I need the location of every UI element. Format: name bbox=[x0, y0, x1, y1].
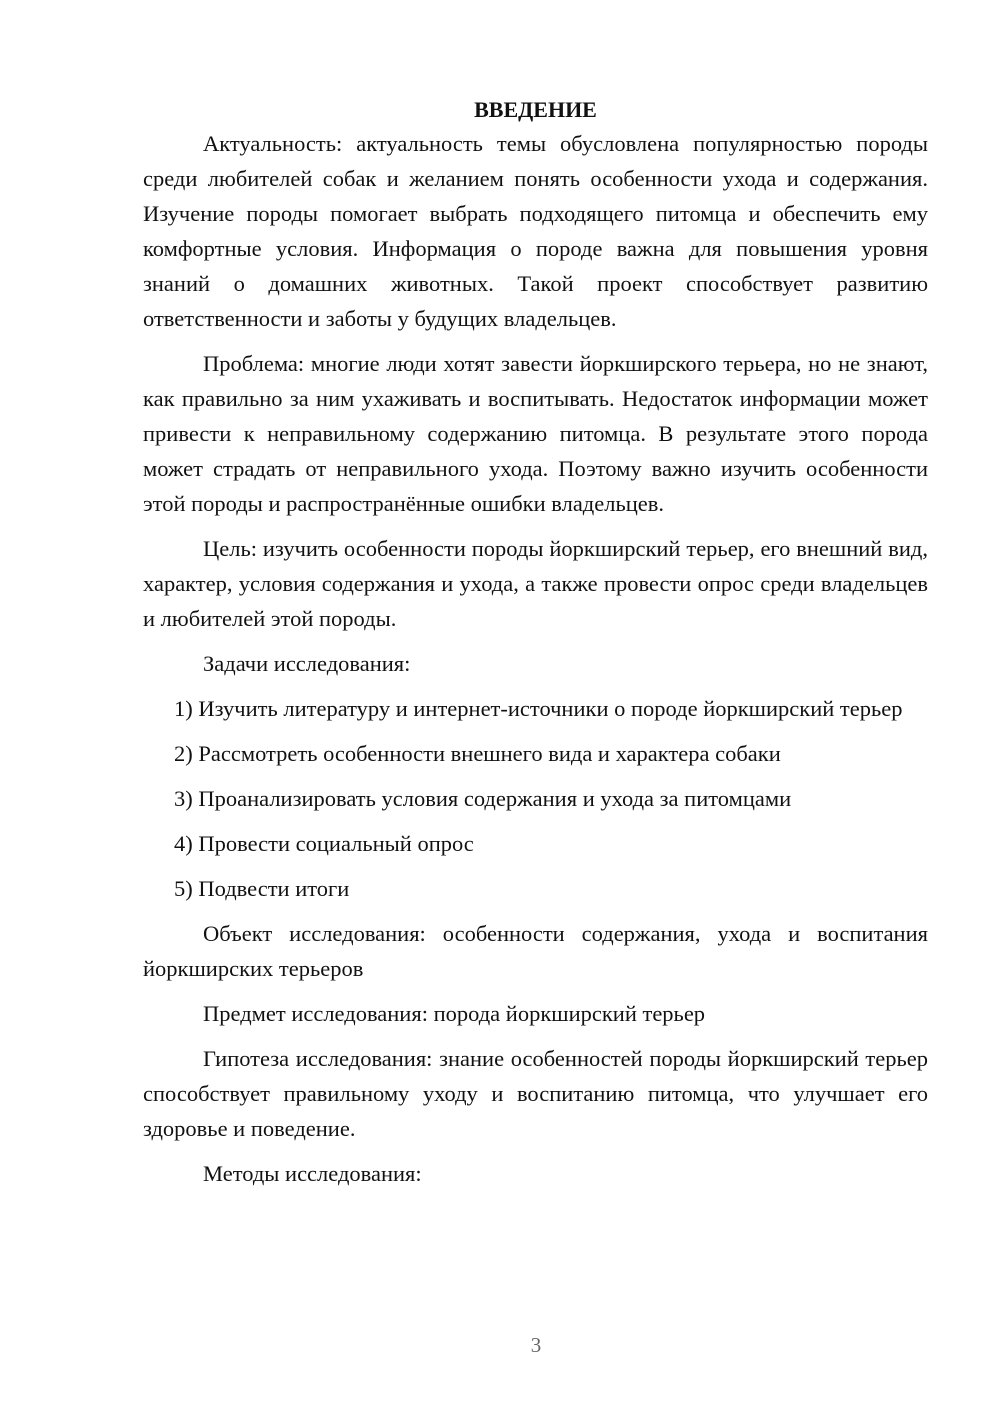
task-item-4: 4) Провести социальный опрос bbox=[174, 831, 474, 856]
task-item-3: 3) Проанализировать условия содержания и ухода за питомцами bbox=[174, 786, 792, 811]
paragraph-problem: Проблема: многие люди хотят завести йоркширского терьера, но не знают, как правильно за ним ухаживать и воспитывать. Недостаток информации может привести к неправильному содержанию питомца. В результате этого порода может страдать от неправильного ухода. Поэтому важно изучить особенности этой породы и распространённые ошибки владельцев. bbox=[143, 351, 928, 516]
paragraph-goal: Цель: изучить особенности породы йоркширский терьер, его внешний вид, характер, условия содержания и ухода, а также провести опрос среди владельцев и любителей этой породы. bbox=[143, 536, 928, 631]
task-item-2: 2) Рассмотреть особенности внешнего вида и характера собаки bbox=[174, 741, 781, 766]
task-item-1: 1) Изучить литературу и интернет-источники о породе йоркширский терьер bbox=[174, 696, 903, 721]
paragraph-subject: Предмет исследования: порода йоркширский терьер bbox=[203, 1001, 706, 1026]
paragraph-relevance: Актуальность: актуальность темы обусловлена популярностью породы среди любителей собак и желанием понять особенности ухода и содержания. Изучение породы помогает выбрать подходящего питомца и обеспечить ему комфортные условия. Информация о породе важна для повышения уровня знаний о домашних животных. Такой проект способствует развитию ответственности и заботы у будущих владельцев. bbox=[143, 131, 928, 331]
paragraph-object: Объект исследования: особенности содержания, ухода и воспитания йоркширских терьеров bbox=[143, 921, 928, 981]
task-item-5: 5) Подвести итоги bbox=[174, 876, 350, 901]
tasks-heading: Задачи исследования: bbox=[203, 651, 411, 676]
methods-heading: Методы исследования: bbox=[203, 1161, 422, 1186]
section-title: ВВЕДЕНИЕ bbox=[474, 97, 597, 122]
paragraph-hypothesis: Гипотеза исследования: знание особенностей породы йоркширский терьер способствует правильному уходу и воспитанию питомца, что улучшает его здоровье и поведение. bbox=[143, 1046, 928, 1141]
page-number: 3 bbox=[530, 1333, 542, 1357]
document-page bbox=[143, 94, 928, 1191]
